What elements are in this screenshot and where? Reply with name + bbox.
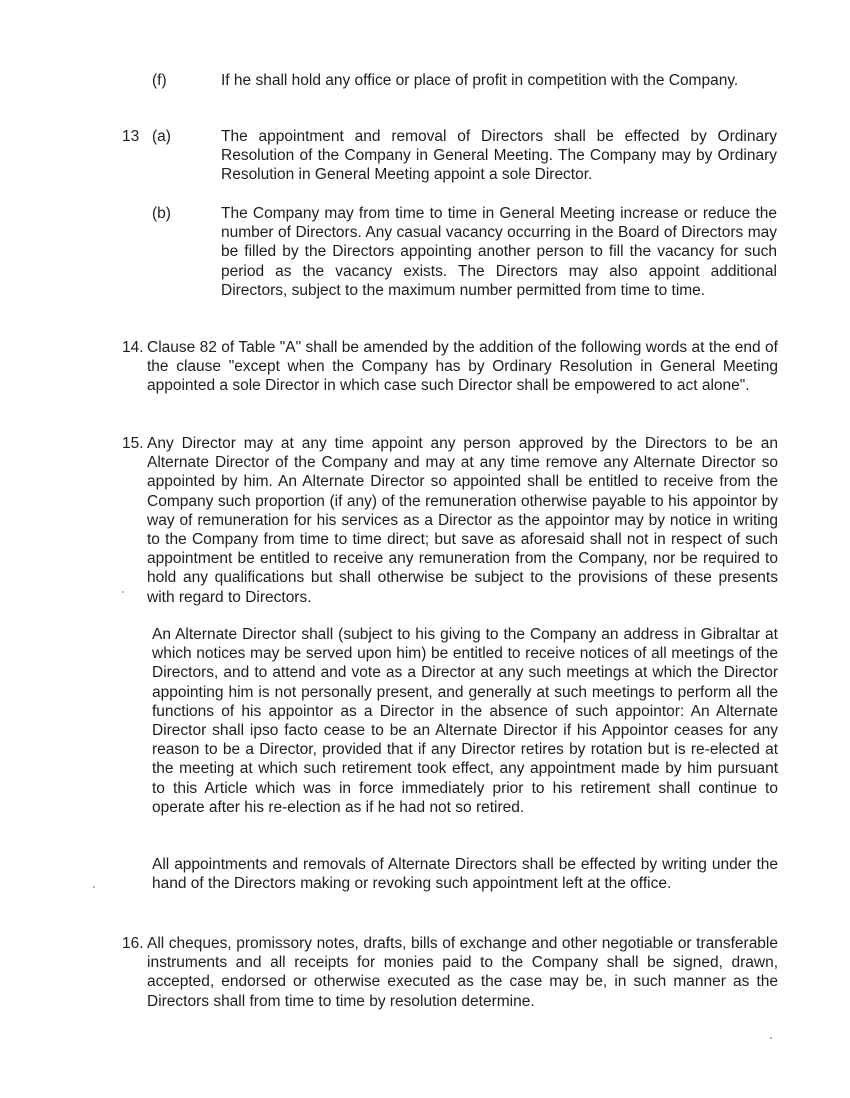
clause-12f-label: (f)	[152, 72, 167, 89]
clause-15-number: 15.	[122, 435, 144, 452]
clause-16-text: All cheques, promissory notes, drafts, bills of exchange and other negotiable or transferable instruments and all receipts for monies paid to the Company shall be signed, drawn, accepted, endorsed or otherwise executed as the case may be, in such manner as the Directors shall from time to time by resolution determine.	[147, 935, 778, 1010]
clause-15-paragraph-2: An Alternate Director shall (subject to his giving to the Company an address in Gibraltar at which notices may be served upon him) be entitled to receive notices of all meetings of the Directors, and to attend and vote as a Director at any such meetings at which the Director appointing him is not personally present, and generally at such meetings to perform all the functions of his appointor as a Director in the absence of such appointor: An Alternate Director shall ipso facto cease to be an Alternate Director if his Appointor ceases for any reason to be a Director, provided that if any Director retires by rotation but is re-elected at the meeting at which such retirement took effect, any appointment made by him pursuant to this Article which was in force immediately prior to his retirement shall continue to operate after his re-election as if he had not so retired.	[152, 626, 778, 816]
scan-speck	[93, 886, 95, 888]
clause-15-paragraph-3: All appointments and removals of Alternate Directors shall be effected by writing under the hand of the Directors making or revoking such appointment left at the office.	[152, 856, 778, 893]
clause-13-number: 13	[122, 128, 140, 145]
clause-14-text: Clause 82 of Table "A" shall be amended by the addition of the following words at the end of the clause "except when the Company has by Ordinary Resolution in General Meeting appointed a sole Director in which case such Director shall be empowered to act alone".	[147, 339, 778, 395]
clause-13a-text: The appointment and removal of Directors shall be effected by Ordinary Resolution of the Company in General Meeting. The Company may by Ordinary Resolution in General Meeting appoint a sole Director.	[221, 128, 777, 184]
scan-speck	[770, 1037, 772, 1039]
clause-15-text: Any Director may at any time appoint any person approved by the Directors to be an Alternate Director of the Company and may at any time remove any Alternate Director so appointed by him. An Alternate Director so appointed shall be entitled to receive from the Company such proportion (if any) of the remuneration otherwise payable to his appointor by way of remuneration for his services as a Director as the appointor may by notice in writing to the Company from time to time direct; but save as aforesaid shall not in respect of such appointment be entitled to receive any remuneration from the Company, nor be required to hold any qualifications but shall otherwise be subject to the provisions of these presents with regard to Directors.	[147, 435, 778, 606]
clause-14-number: 14.	[122, 339, 144, 356]
clause-12f-text: If he shall hold any office or place of profit in competition with the Company.	[221, 72, 739, 89]
clause-16-number: 16.	[122, 935, 144, 952]
clause-13a-label: (a)	[152, 128, 171, 145]
scan-speck	[122, 591, 124, 593]
clause-13b-text: The Company may from time to time in General Meeting increase or reduce the number of Directors. Any casual vacancy occurring in the Board of Directors may be filled by the Directors appointing another person to fill the vacancy for such period as the vacancy exists. The Directors may also appoint additional Directors, subject to the maximum number permitted from time to time.	[221, 205, 777, 299]
clause-13b-label: (b)	[152, 205, 171, 222]
